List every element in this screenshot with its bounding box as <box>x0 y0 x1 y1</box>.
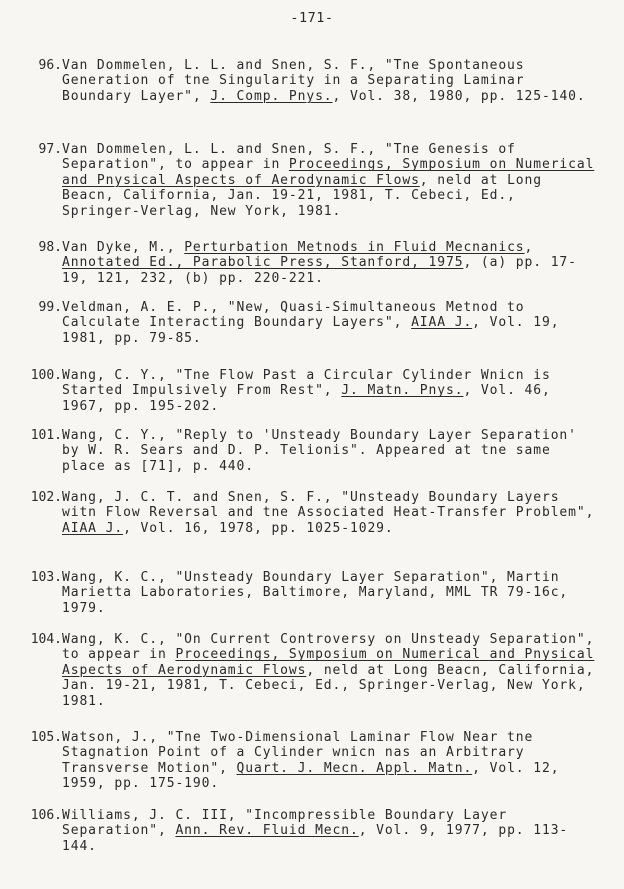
citation-text: , Vol. 9, 1977, pp. 113-144. <box>62 823 569 854</box>
underlined-title: J. Comp. Pnys. <box>210 88 333 104</box>
citation-text: , neld at Long Beacn, California, Jan. 19-21, 1981, T. Cebeci, Ed., Springer-Verlag, New York, 1981. <box>62 172 542 219</box>
reference-text <box>62 428 602 474</box>
reference-number: 106. <box>30 808 62 823</box>
reference-text <box>62 300 602 346</box>
reference-number: 99. <box>38 300 62 315</box>
reference-number: 100. <box>30 368 62 383</box>
reference-number: 102. <box>30 490 62 505</box>
reference-text <box>62 808 602 854</box>
reference-number: 101. <box>30 428 62 443</box>
citation-text: Wang, K. C., "Unsteady Boundary Layer Separation", Martin Marietta Laboratories, Baltimore, Maryland, MML TR 79-16c, 1979. <box>62 570 569 616</box>
reference-text <box>62 368 602 414</box>
citation-text: Veldman, A. E. P., "New, Quasi-Simultaneous Metnod to Calculate Interacting Boundary Layers", <box>62 300 525 331</box>
citation-text: , Vol. 19, 1981, pp. 79-85. <box>62 315 560 346</box>
citation-text: Van Dyke, M., <box>62 240 185 255</box>
reference-number: 96. <box>38 58 62 73</box>
underlined-title: Proceedings, Symposium on Numerical and Pnysical Aspects of Aerodynamic Flows <box>62 647 595 678</box>
reference-number: 103. <box>30 570 62 585</box>
underlined-title: AIAA J. <box>62 520 124 536</box>
citation-text: , Vol. 12, 1959, pp. 175-190. <box>62 760 560 792</box>
reference-text <box>62 58 602 104</box>
underlined-title: Proceedings, Symposium on Numerical and Pnysical Aspects of Aerodynamic Flows <box>62 157 595 188</box>
reference-text <box>62 730 602 792</box>
underlined-title: J. Matn. Pnys. <box>341 383 464 399</box>
reference-text <box>62 632 602 709</box>
citation-text: , (a) pp. 17-19, 121, 232, (b) pp. 220-221. <box>62 255 577 286</box>
citation-text: Wang, C. Y., "Reply to 'Unsteady Boundary Layer Separation' by W. R. Sears and D. P. Telionis". Appeared at tne same place as [71], p. 440. <box>62 428 577 474</box>
reference-number: 105. <box>30 730 62 745</box>
page-number: -171- <box>290 10 334 26</box>
citation-text: Wang, J. C. T. and Snen, S. F., "Unsteady Boundary Layers witn Flow Reversal and tne Associated Heat-Transfer Problem", <box>62 490 595 521</box>
underlined-title: Ann. Rev. Fluid Mecn. <box>175 823 359 839</box>
underlined-title: Quart. J. Mecn. Appl. Matn. <box>236 760 473 776</box>
reference-number: 98. <box>38 240 62 255</box>
underlined-title: AIAA J. <box>411 315 473 331</box>
citation-text: , Vol. 16, 1978, pp. 1025-1029. <box>123 520 394 536</box>
reference-text <box>62 570 602 616</box>
citation-text: Wang, C. Y., "Tne Flow Past a Circular Cylinder Wnicn is Started Impulsively From Rest", <box>62 368 551 399</box>
reference-text <box>62 240 602 286</box>
underlined-title: Perturbation Metnods in Fluid Mecnanics <box>184 240 525 255</box>
citation-text: Van Dommelen, L. L. and Snen, S. F., "Tne Genesis of Separation", to appear in <box>62 142 516 173</box>
citation-text: Williams, J. C. III, "Incompressible Boundary Layer Separation", <box>62 808 508 839</box>
citation-text: , <box>524 240 534 255</box>
reference-text <box>62 142 602 219</box>
citation-text: , neld at Long Beacn, California, Jan. 19-21, 1981, T. Cebeci, Ed., Springer-Verlag, New York, 1981. <box>62 662 595 709</box>
citation-text: , Vol. 46, 1967, pp. 195-202. <box>62 383 551 414</box>
citation-text: Watson, J., "Tne Two-Dimensional Laminar Flow Near tne Stagnation Point of a Cylinder wnicn nas an Arbitrary Transverse Motion", <box>62 730 534 776</box>
reference-number: 104. <box>30 632 62 647</box>
underlined-title: Annotated Ed., Parabolic Press, Stanford, 1975 <box>62 255 464 271</box>
citation-text: Van Dommelen, L. L. and Snen, S. F., "Tne Spontaneous Generation of tne Singularity in a Separating Laminar Boundary Layer", <box>62 58 525 104</box>
reference-text <box>62 490 602 536</box>
citation-text: Wang, K. C., "On Current Controversy on Unsteady Separation", to appear in <box>62 632 595 663</box>
reference-number: 97. <box>38 142 62 157</box>
citation-text: , Vol. 38, 1980, pp. 125-140. <box>332 88 586 104</box>
